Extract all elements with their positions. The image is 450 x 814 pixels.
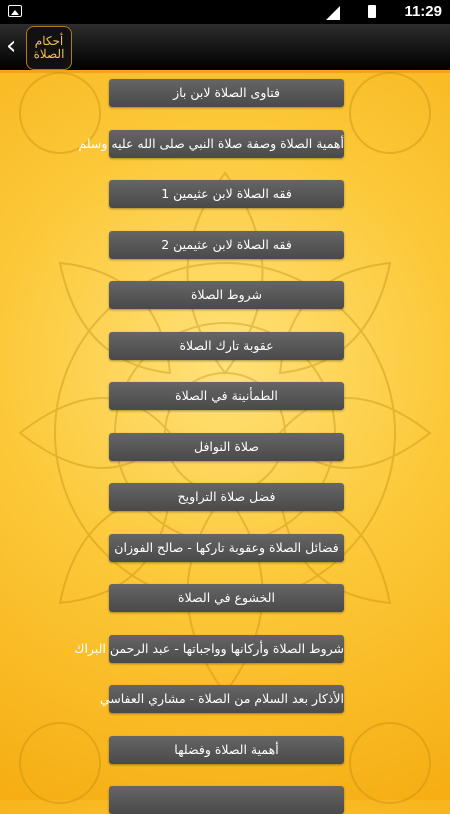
image-notification-icon (8, 5, 22, 17)
status-bar (0, 0, 450, 24)
menu-item[interactable]: أهمية الصلاة وفضلها (109, 736, 344, 764)
menu-item[interactable]: شروط الصلاة وأركانها وواجباتها - عبد الرحمن البراك (109, 635, 344, 663)
menu-item[interactable]: فقه الصلاة لابن عثيمين 2 (109, 231, 344, 259)
battery-icon (368, 5, 376, 18)
status-time: 11:29 (404, 3, 442, 20)
menu-item[interactable]: عقوبة تارك الصلاة (109, 332, 344, 360)
back-arrow-icon[interactable]: ‹ (6, 31, 17, 61)
app-logo (26, 26, 72, 70)
signal-icon (326, 6, 340, 20)
app-bar (0, 24, 450, 73)
menu-item[interactable]: صلاة النوافل (109, 433, 344, 461)
menu-item[interactable]: شروط الصلاة (109, 281, 344, 309)
menu-item[interactable]: فتاوى الصلاة لابن باز (109, 79, 344, 107)
menu-item[interactable]: الخشوع في الصلاة (109, 584, 344, 612)
menu-list (0, 73, 450, 800)
menu-item[interactable]: الأذكار بعد السلام من الصلاة - مشاري العفاسي (109, 685, 344, 713)
menu-item-partial[interactable] (109, 786, 344, 814)
menu-item[interactable]: فقه الصلاة لابن عثيمين 1 (109, 180, 344, 208)
menu-item[interactable]: الطمأنينة في الصلاة (109, 382, 344, 410)
menu-item[interactable]: أهمية الصلاة وصفة صلاة النبي صلى الله عليه وسلم (109, 130, 344, 158)
menu-item[interactable]: فضل صلاة التراويح (109, 483, 344, 511)
menu-item[interactable]: فضائل الصلاة وعقوبة تاركها - صالح الفوزان (109, 534, 344, 562)
app-logo-text: أحكام الصلاة (33, 34, 65, 61)
